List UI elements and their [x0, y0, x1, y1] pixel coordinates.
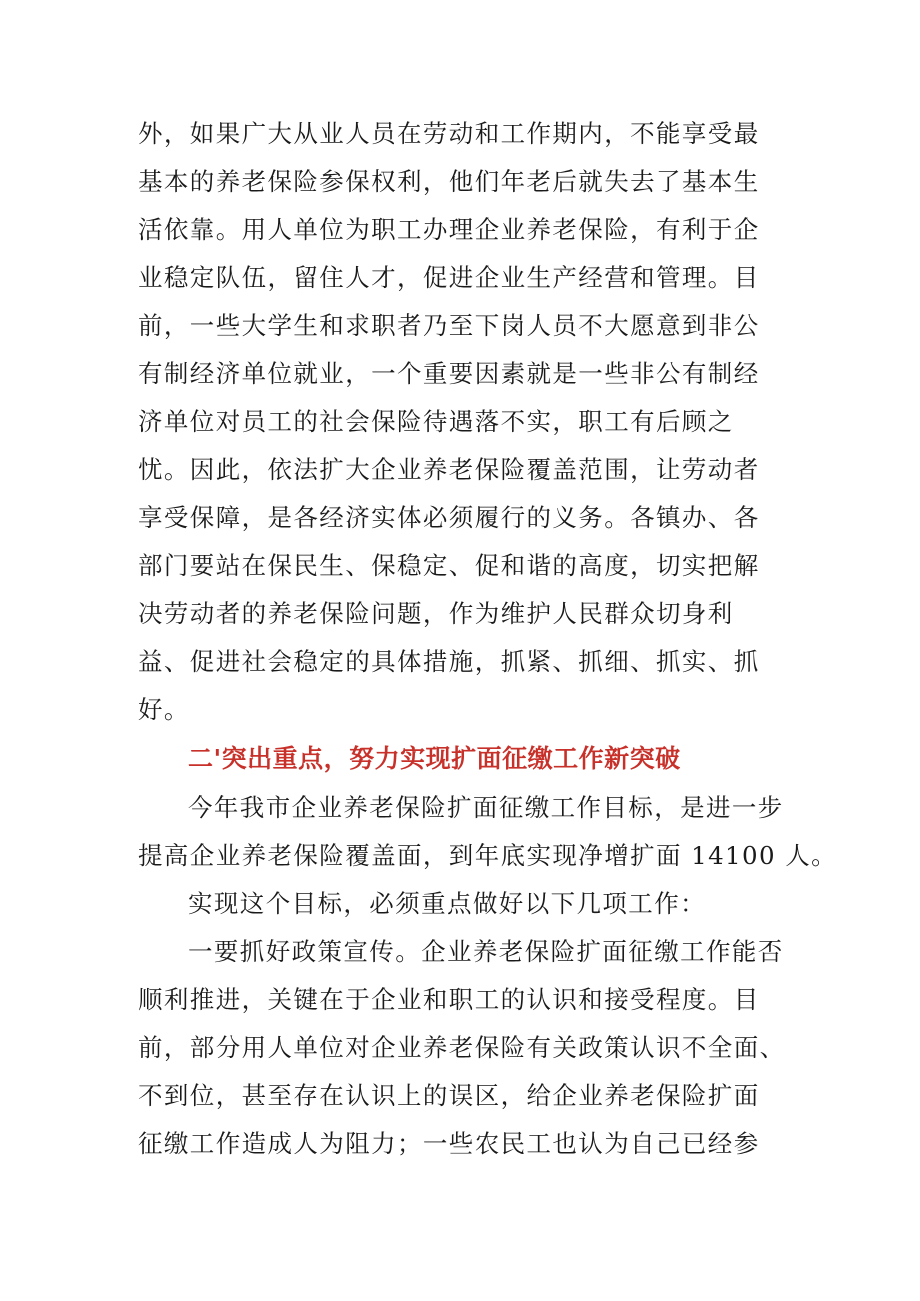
paragraph-line: 提高企业养老保险覆盖面，到年底实现净增扩面 14100 人。	[138, 841, 838, 870]
paragraph-line: 忧。因此，依法扩大企业养老保险覆盖范围，让劳动者	[138, 455, 760, 484]
paragraph-line: 基本的养老保险参保权利，他们年老后就失去了基本生	[138, 167, 760, 196]
paragraph-line: 不到位，甚至存在认识上的误区，给企业养老保险扩面	[138, 1081, 760, 1110]
paragraph-line: 好。	[138, 695, 190, 724]
paragraph-line: 征缴工作造成人为阻力；一些农民工也认为自己已经参	[138, 1129, 760, 1158]
paragraph-line: 部门要站在保民生、保稳定、促和谐的高度，切实把解	[138, 551, 760, 580]
paragraph-line: 活依靠。用人单位为职工办理企业养老保险，有利于企	[138, 215, 760, 244]
paragraph-line: 济单位对员工的社会保险待遇落不实，职工有后顾之	[138, 407, 734, 436]
paragraph-line: 实现这个目标，必须重点做好以下几项工作：	[188, 889, 706, 918]
paragraph-line: 有制经济单位就业，一个重要因素就是一些非公有制经	[138, 359, 760, 388]
paragraph-line: 一要抓好政策宣传。企业养老保险扩面征缴工作能否	[188, 937, 784, 966]
paragraph-line: 享受保障，是各经济实体必须履行的义务。各镇办、各	[138, 503, 760, 532]
paragraph-line: 决劳动者的养老保险问题，作为维护人民群众切身利	[138, 599, 734, 628]
paragraph-line: 顺利推进，关键在于企业和职工的认识和接受程度。目	[138, 985, 760, 1014]
paragraph-line: 前，部分用人单位对企业养老保险有关政策认识不全面、	[138, 1033, 786, 1062]
paragraph-line: 益、促进社会稳定的具体措施，抓紧、抓细、抓实、抓	[138, 647, 760, 676]
paragraph-line: 前，一些大学生和求职者乃至下岗人员不大愿意到非公	[138, 311, 760, 340]
paragraph-line: 业稳定队伍，留住人才，促进企业生产经营和管理。目	[138, 263, 760, 292]
paragraph-line: 今年我市企业养老保险扩面征缴工作目标，是进一步	[188, 793, 784, 822]
section-heading: 二'突出重点，努力实现扩面征缴工作新突破	[188, 744, 681, 773]
paragraph-line: 外，如果广大从业人员在劳动和工作期内，不能享受最	[138, 119, 760, 148]
